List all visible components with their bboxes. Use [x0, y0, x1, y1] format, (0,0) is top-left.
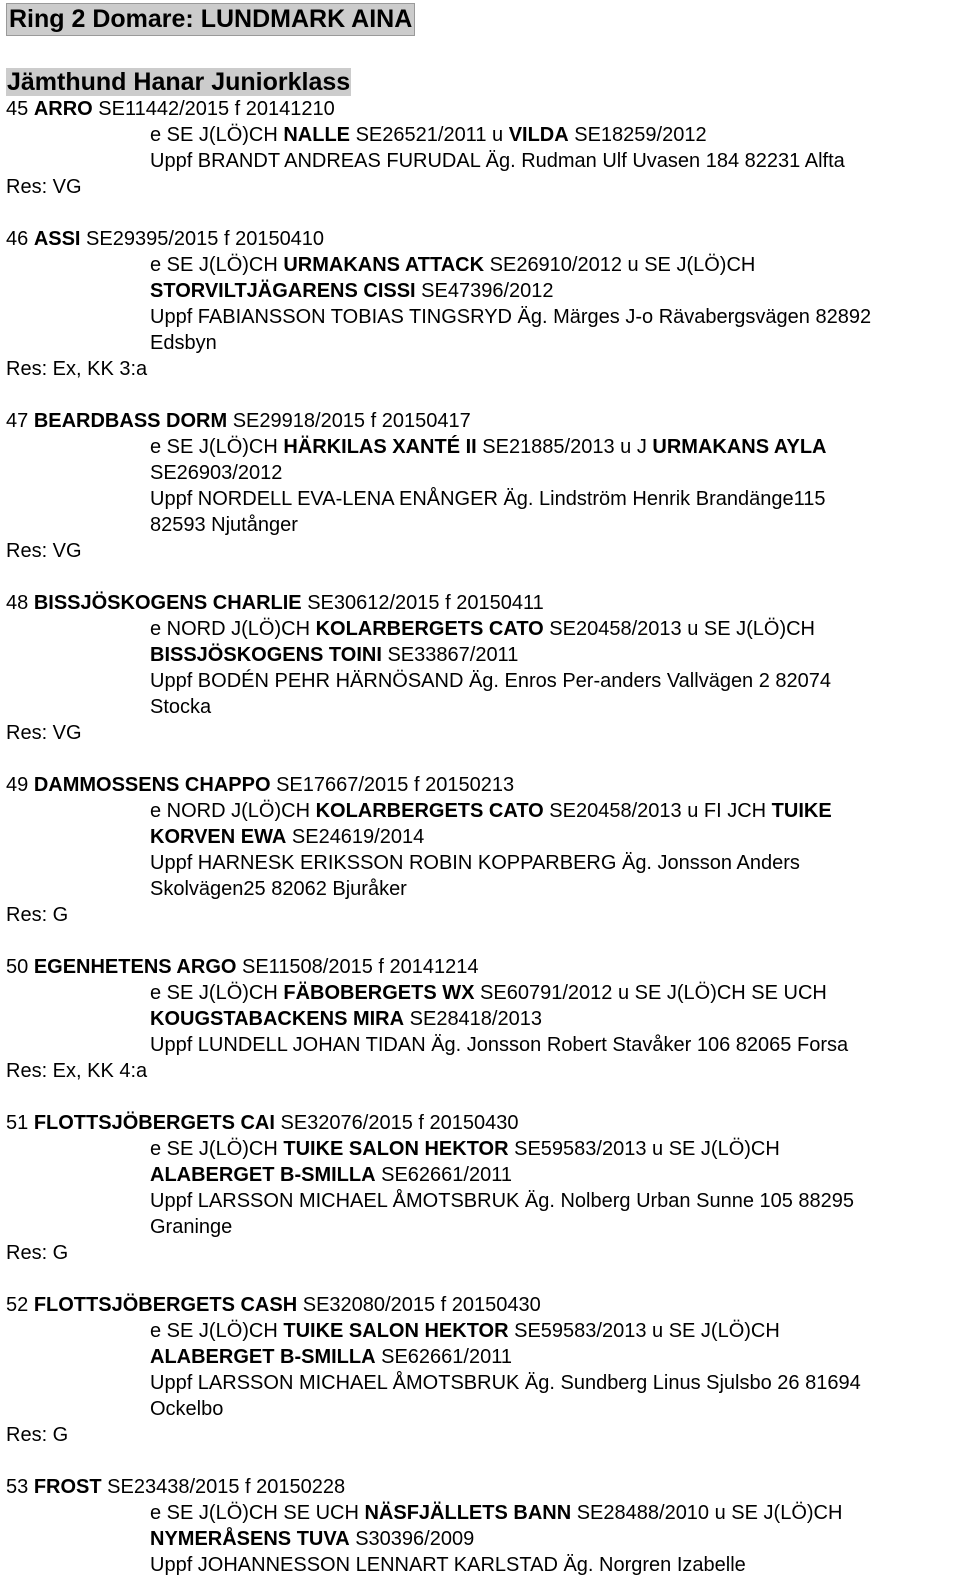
entry-text: Skolvägen25 82062 Bjuråker [150, 878, 407, 900]
entry-spacer [6, 1084, 960, 1110]
entry-detail-line [6, 486, 960, 512]
entry-text: SE21885/2013 u J [476, 436, 653, 458]
result-line: Res: G [6, 1424, 69, 1446]
dog-entry [6, 1110, 960, 1292]
entry-spacer [6, 382, 960, 408]
entry-text: SE62661/2011 [375, 1346, 512, 1368]
dog-name: ASSI [33, 228, 81, 250]
entry-detail-line [6, 1214, 960, 1240]
entry-detail-line [6, 694, 960, 720]
dog-entry [6, 1474, 960, 1578]
entry-detail-line [6, 1552, 960, 1578]
dog-name: KOLARBERGETS CATO [315, 800, 544, 822]
entry-detail-line [6, 1344, 960, 1370]
dog-name: FÄBOBERGETS WX [283, 982, 475, 1004]
dog-name: URMAKANS ATTACK [283, 254, 485, 276]
dog-name: BEARDBASS DORM [33, 410, 228, 432]
entry-text: Uppf BRANDT ANDREAS FURUDAL Äg. Rudman Ulf Uvasen 184 82231 Alfta [150, 150, 845, 172]
entry-text: Ockelbo [150, 1398, 224, 1420]
entry-text: SE47396/2012 [415, 280, 554, 302]
entry-text: Uppf BODÉN PEHR HÄRNÖSAND Äg. Enros Per-anders Vallvägen 2 82074 [150, 670, 832, 692]
entry-detail-line [6, 278, 960, 304]
entry-detail-line [6, 1136, 960, 1162]
entry-text: SE32076/2015 f 20150430 [274, 1112, 519, 1134]
ring-title: Ring 2 Domare: LUNDMARK AINA [6, 3, 415, 36]
entry-text: 45 [6, 98, 34, 120]
dog-name: VILDA [508, 124, 569, 146]
entry-text: SE26903/2012 [150, 462, 283, 484]
entry-detail-line [6, 148, 960, 174]
entry-text: SE11442/2015 f 20141210 [92, 98, 335, 120]
entry-text: Graninge [150, 1216, 233, 1238]
dog-entry [6, 772, 960, 954]
entry-text: e SE J(LÖ)CH SE UCH [150, 1502, 365, 1524]
entry-text: SE33867/2011 [381, 644, 519, 666]
dog-entry [6, 226, 960, 408]
entry-text: 52 [6, 1294, 34, 1316]
entry-detail-line [6, 512, 960, 538]
entry-text: SE18259/2012 [568, 124, 707, 146]
entry-text: SE28488/2010 u SE J(LÖ)CH [571, 1502, 843, 1524]
entry-heading [6, 954, 960, 980]
entry-detail-line [6, 980, 960, 1006]
entry-text: SE29918/2015 f 20150417 [227, 410, 471, 432]
result-line: Res: VG [6, 540, 82, 562]
entry-spacer [6, 564, 960, 590]
dog-name: HÄRKILAS XANTÉ II [283, 436, 477, 458]
dog-name: ALABERGET B-SMILLA [150, 1346, 376, 1368]
dog-name: NYMERÅSENS TUVA [150, 1528, 350, 1550]
entry-detail-line [6, 1032, 960, 1058]
dog-name: TUIKE [771, 800, 832, 822]
dog-name: BISSJÖSKOGENS CHARLIE [33, 592, 302, 614]
dog-name: KOUGSTABACKENS MIRA [150, 1008, 405, 1030]
entry-text: e SE J(LÖ)CH [150, 124, 284, 146]
entry-text: e SE J(LÖ)CH [150, 1320, 284, 1342]
dog-name: DAMMOSSENS CHAPPO [33, 774, 271, 796]
entry-text: 47 [6, 410, 34, 432]
entry-detail-line [6, 616, 960, 642]
entry-text: Uppf LUNDELL JOHAN TIDAN Äg. Jonsson Robert Stavåker 106 82065 Forsa [150, 1034, 849, 1056]
entry-text: SE30612/2015 f 20150411 [301, 592, 544, 614]
dog-name: BISSJÖSKOGENS TOINI [150, 644, 382, 666]
dog-name: TUIKE SALON HEKTOR [283, 1138, 509, 1160]
dog-name: NALLE [283, 124, 351, 146]
dog-entry [6, 1292, 960, 1474]
entry-spacer [6, 928, 960, 954]
entry-text: 46 [6, 228, 34, 250]
entry-heading [6, 590, 960, 616]
result-line: Res: VG [6, 722, 82, 744]
entry-heading [6, 408, 960, 434]
entry-text: e NORD J(LÖ)CH [150, 800, 316, 822]
entry-spacer [6, 200, 960, 226]
entry-text: S30396/2009 [349, 1528, 475, 1550]
entry-text: SE60791/2012 u SE J(LÖ)CH SE UCH [474, 982, 827, 1004]
dog-name: NÄSFJÄLLETS BANN [364, 1502, 572, 1524]
entry-heading [6, 1292, 960, 1318]
entry-detail-line [6, 798, 960, 824]
entry-text: Uppf NORDELL EVA-LENA ENÅNGER Äg. Lindström Henrik Brandänge115 [150, 488, 826, 510]
result-line: Res: VG [6, 176, 82, 198]
entry-text: SE20458/2013 u SE J(LÖ)CH [543, 618, 815, 640]
entry-text: SE20458/2013 u FI JCH [543, 800, 772, 822]
entry-detail-line [6, 434, 960, 460]
entry-detail-line [6, 330, 960, 356]
entry-text: SE11508/2015 f 20141214 [236, 956, 479, 978]
dog-name: KORVEN EWA [150, 826, 287, 848]
entry-text: Uppf LARSSON MICHAEL ÅMOTSBRUK Äg. Nolberg Urban Sunne 105 88295 [150, 1190, 855, 1212]
entry-heading [6, 772, 960, 798]
entry-detail-line [6, 1162, 960, 1188]
dog-name: FROST [33, 1476, 102, 1498]
result-line: Res: G [6, 904, 69, 926]
entry-text: Edsbyn [150, 332, 217, 354]
dog-name: EGENHETENS ARGO [33, 956, 237, 978]
entry-text: SE59583/2013 u SE J(LÖ)CH [508, 1138, 780, 1160]
entry-detail-line [6, 1318, 960, 1344]
dog-entry [6, 954, 960, 1110]
entry-text: SE26910/2012 u SE J(LÖ)CH [484, 254, 756, 276]
entry-detail-line [6, 850, 960, 876]
dog-name: KOLARBERGETS CATO [315, 618, 544, 640]
entry-text: 82593 Njutånger [150, 514, 298, 536]
entry-text: SE59583/2013 u SE J(LÖ)CH [508, 1320, 780, 1342]
entry-detail-line [6, 252, 960, 278]
entry-spacer [6, 746, 960, 772]
entry-text: Stocka [150, 696, 212, 718]
dog-entry [6, 408, 960, 590]
entry-text: e SE J(LÖ)CH [150, 982, 284, 1004]
dog-name: FLOTTSJÖBERGETS CASH [33, 1294, 298, 1316]
result-line: Res: G [6, 1242, 69, 1264]
entry-text: SE23438/2015 f 20150228 [101, 1476, 346, 1498]
entry-heading [6, 1474, 960, 1500]
entry-heading [6, 96, 960, 122]
entry-text: 50 [6, 956, 34, 978]
entry-text: 53 [6, 1476, 34, 1498]
entry-detail-line [6, 304, 960, 330]
dog-name: FLOTTSJÖBERGETS CAI [33, 1112, 275, 1134]
dog-name: STORVILTJÄGARENS CISSI [150, 280, 416, 302]
entry-detail-line [6, 1188, 960, 1214]
entry-detail-line [6, 668, 960, 694]
class-title: Jämthund Hanar Juniorklass [7, 68, 351, 96]
entry-text: SE32080/2015 f 20150430 [297, 1294, 541, 1316]
entry-text: Uppf JOHANNESSON LENNART KARLSTAD Äg. Norgren Izabelle [150, 1554, 746, 1576]
dog-name: ALABERGET B-SMILLA [150, 1164, 376, 1186]
entry-detail-line [6, 642, 960, 668]
dog-name: URMAKANS AYLA [652, 436, 827, 458]
entry-text: 49 [6, 774, 34, 796]
entry-detail-line [6, 1396, 960, 1422]
entry-detail-line [6, 1526, 960, 1552]
entry-detail-line [6, 460, 960, 486]
entry-detail-line [6, 1500, 960, 1526]
entry-text: 48 [6, 592, 34, 614]
result-line: Res: Ex, KK 3:a [6, 358, 148, 380]
entry-text: e NORD J(LÖ)CH [150, 618, 316, 640]
entry-list [6, 96, 960, 1578]
entry-text: SE24619/2014 [286, 826, 425, 848]
result-line: Res: Ex, KK 4:a [6, 1060, 148, 1082]
entry-text: SE26521/2011 u [350, 124, 509, 146]
entry-text: SE29395/2015 f 20150410 [80, 228, 325, 250]
entry-text: Uppf HARNESK ERIKSSON ROBIN KOPPARBERG Äg. Jonsson Anders [150, 852, 800, 874]
entry-detail-line [6, 876, 960, 902]
entry-text: SE28418/2013 [404, 1008, 542, 1030]
dog-name: TUIKE SALON HEKTOR [283, 1320, 509, 1342]
entry-detail-line [6, 1006, 960, 1032]
entry-text: e SE J(LÖ)CH [150, 436, 284, 458]
dog-entry [6, 96, 960, 226]
entry-text: e SE J(LÖ)CH [150, 254, 284, 276]
entry-detail-line [6, 824, 960, 850]
entry-text: 51 [6, 1112, 34, 1134]
dog-entry [6, 590, 960, 772]
entry-text: e SE J(LÖ)CH [150, 1138, 284, 1160]
entry-spacer [6, 1266, 960, 1292]
entry-text: SE17667/2015 f 20150213 [270, 774, 515, 796]
entry-detail-line [6, 1370, 960, 1396]
entry-text: Uppf FABIANSSON TOBIAS TINGSRYD Äg. Märges J-o Rävabergsvägen 82892 [150, 306, 872, 328]
entry-spacer [6, 1448, 960, 1474]
entry-text: Uppf LARSSON MICHAEL ÅMOTSBRUK Äg. Sundberg Linus Sjulsbo 26 81694 [150, 1372, 861, 1394]
entry-heading [6, 1110, 960, 1136]
dog-name: ARRO [33, 98, 93, 120]
entry-text: SE62661/2011 [375, 1164, 512, 1186]
entry-detail-line [6, 122, 960, 148]
entry-heading [6, 226, 960, 252]
